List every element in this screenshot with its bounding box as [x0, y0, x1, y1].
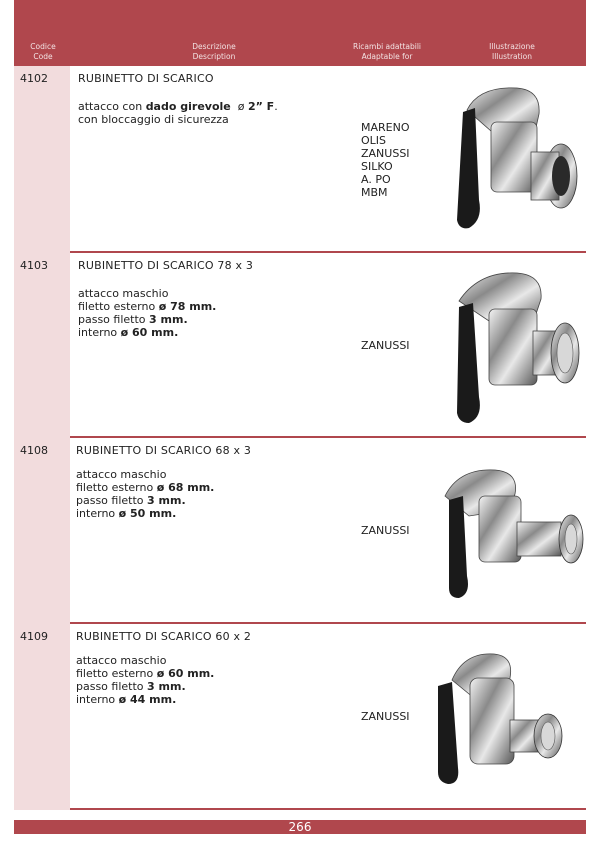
description-line [76, 468, 214, 481]
desc-text: . [274, 100, 278, 113]
product-code: 4109 [20, 630, 48, 643]
desc-bold: dado girevole [145, 100, 231, 113]
spare-item: ZANUSSI [361, 710, 410, 723]
desc-text: attacco maschio [78, 287, 169, 300]
description-line [78, 326, 216, 339]
product-description [76, 654, 214, 706]
code-cell [14, 253, 70, 438]
header-description [134, 42, 294, 61]
product-title: RUBINETTO DI SCARICO [78, 72, 214, 85]
desc-text: interno [78, 326, 121, 339]
description-line [76, 494, 214, 507]
desc-text: passo filetto [76, 680, 148, 693]
spare-list [361, 710, 410, 723]
desc-text: interno [76, 693, 119, 706]
header-spares [342, 42, 432, 61]
product-row [14, 66, 586, 253]
desc-bold: 3 mm. [149, 313, 188, 326]
spare-item: ZANUSSI [361, 339, 410, 352]
spare-list [361, 339, 410, 352]
description-line [78, 300, 216, 313]
desc-bold: ø 44 mm. [118, 693, 177, 706]
drain-valve-illustration [434, 650, 574, 786]
desc-text: filetto esterno [76, 667, 157, 680]
product-description [78, 287, 216, 339]
header-code-en: Code [33, 51, 53, 61]
product-code: 4108 [20, 444, 48, 457]
page-footer [14, 820, 586, 834]
product-code: 4103 [20, 259, 48, 272]
description-line [76, 507, 214, 520]
header-spares-en: Adaptable for [361, 51, 413, 61]
product-description [78, 100, 278, 126]
drain-valve-illustration [439, 267, 589, 427]
description-line [78, 100, 278, 113]
desc-text: ø [230, 100, 248, 113]
product-description [76, 468, 214, 520]
product-row [14, 624, 586, 810]
spare-list [361, 121, 410, 199]
description-line [78, 287, 216, 300]
description-line: con bloccaggio di sicurezza [78, 113, 229, 126]
description-line [76, 667, 214, 680]
desc-text: attacco con [78, 100, 146, 113]
desc-bold: ø 60 mm. [156, 667, 215, 680]
spare-list [361, 524, 410, 537]
header-description-it: Descrizione [192, 42, 236, 51]
header-spares-it: Ricambi adattabili [353, 42, 421, 51]
spare-item: ZANUSSI [361, 147, 410, 160]
row-separator [70, 808, 586, 810]
table-header [14, 0, 586, 66]
desc-bold: 3 mm. [147, 494, 186, 507]
header-illustration [462, 42, 562, 61]
header-description-en: Description [192, 51, 236, 61]
header-illustration-it: Illustrazione [489, 42, 535, 51]
drain-valve-illustration [439, 80, 579, 236]
description-line [76, 680, 214, 693]
header-illustration-en: Illustration [491, 51, 533, 61]
desc-text: attacco maschio [76, 468, 167, 481]
desc-bold: ø 60 mm. [120, 326, 179, 339]
description-line [76, 693, 214, 706]
drain-valve-illustration [439, 466, 589, 600]
description-line [76, 481, 214, 494]
desc-text: passo filetto [76, 494, 148, 507]
header-code-it: Codice [30, 42, 56, 51]
spare-item: A. PO [361, 173, 391, 186]
code-cell [14, 438, 70, 624]
code-cell [14, 66, 70, 253]
desc-bold: ø 78 mm. [158, 300, 217, 313]
page-number: 266 [288, 820, 312, 834]
desc-text: attacco maschio [76, 654, 167, 667]
desc-text: filetto esterno [76, 481, 157, 494]
product-row [14, 438, 586, 624]
desc-bold: ø 68 mm. [156, 481, 215, 494]
code-cell [14, 624, 70, 810]
desc-bold: 3 mm. [147, 680, 186, 693]
desc-bold: 2” F [247, 100, 275, 113]
product-title: RUBINETTO DI SCARICO 68 x 3 [76, 444, 252, 457]
desc-text: passo filetto [78, 313, 150, 326]
desc-bold: ø 50 mm. [118, 507, 177, 520]
product-code: 4102 [20, 72, 48, 85]
spare-item: SILKO [361, 160, 393, 173]
spare-item: MBM [361, 186, 388, 199]
spare-item: ZANUSSI [361, 524, 410, 537]
spare-item: MARENO [361, 121, 410, 134]
desc-text: interno [76, 507, 119, 520]
header-code [26, 42, 60, 61]
product-title: RUBINETTO DI SCARICO 60 x 2 [76, 630, 252, 643]
description-line [76, 654, 214, 667]
desc-text: filetto esterno [78, 300, 159, 313]
product-title: RUBINETTO DI SCARICO 78 x 3 [78, 259, 254, 272]
description-line [78, 313, 216, 326]
product-row [14, 253, 586, 438]
spare-item: OLIS [361, 134, 387, 147]
